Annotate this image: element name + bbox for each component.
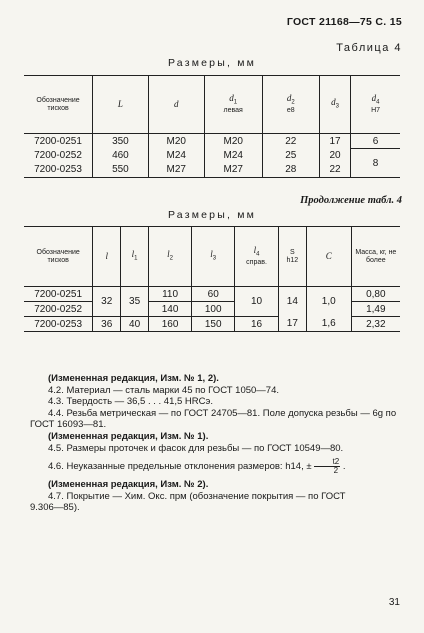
th-d2: d2 e8 xyxy=(262,76,319,134)
table-row: 7200-0252 460 M24 M24 25 20 8 xyxy=(24,149,400,163)
fraction: $\frac{t2}{2}$ xyxy=(314,458,341,475)
note-4-3: 4.3. Твердость — 36,5 . . . 41,5 HRCэ. xyxy=(48,396,213,408)
table4cont-dims-title: Размеры, мм xyxy=(167,209,257,221)
th-l1: l1 xyxy=(121,227,149,287)
table-row: 7200-0252 140 100 1,49 xyxy=(24,302,400,317)
note-4-7: 4.7. Покрытие — Хим. Окс. прм (обозначение покрытия — по ГОСТ xyxy=(48,490,346,502)
th-l4: l4 справ. xyxy=(235,227,279,287)
table4-dims-title: Размеры, мм xyxy=(167,57,257,69)
page-number: 31 xyxy=(388,597,400,608)
notes-section xyxy=(30,373,400,514)
th-d3: d3 xyxy=(319,76,350,134)
th-l3: l3 xyxy=(192,227,235,287)
th-l: l xyxy=(93,227,121,287)
note-4-6: 4.6. Неуказанные предельные отклонения размеров: h14, ± $\frac{t2}{2}$ . xyxy=(48,457,346,476)
table-row: 7200-0251 350 M20 M20 22 17 6 xyxy=(24,134,400,149)
note-4-5: 4.5. Размеры проточек и фасок для резьбы — по ГОСТ 10549—80. xyxy=(48,442,344,454)
table-row: 7200-0253 36 40 160 150 16 17 1,6 2,32 xyxy=(24,317,400,332)
th-d1: d1 левая xyxy=(204,76,262,134)
table-row: 7200-0253 550 M27 M27 28 22 xyxy=(24,163,400,178)
th-mass: Масса, кг, не более xyxy=(351,227,400,287)
note-4-4-cont: ГОСТ 16093—81. xyxy=(30,419,107,431)
th-designation: Обозначение тисков xyxy=(24,227,93,287)
continuation-title: Продолжение табл. 4 xyxy=(300,195,402,206)
th-C: C xyxy=(306,227,351,287)
table-number: Таблица 4 xyxy=(336,42,402,54)
table-row: 7200-0251 32 35 110 60 10 14 1,0 0,80 xyxy=(24,287,400,302)
note-4-2: 4.2. Материал — сталь марки 45 по ГОСТ 1050—74. xyxy=(48,384,280,396)
table-4-continuation xyxy=(24,226,400,332)
note-4-4: 4.4. Резьба метрическая — по ГОСТ 24705—81. Поле допуска резьбы — 6g по xyxy=(48,407,397,419)
page-header: ГОСТ 21168—75 С. 15 xyxy=(286,16,402,28)
note-amended-1-2: (Измененная редакция, Изм. № 1, 2). xyxy=(48,373,219,384)
th-L: L xyxy=(93,76,149,134)
table-4 xyxy=(24,75,400,178)
note-4-7-cont: 9.306—85). xyxy=(30,502,80,514)
th-l2: l2 xyxy=(149,227,192,287)
th-d: d xyxy=(148,76,204,134)
th-designation: Обозначение тисков xyxy=(24,76,93,134)
th-d4: d4 H7 xyxy=(351,76,400,134)
th-S: S h12 xyxy=(278,227,306,287)
note-amended-2: (Измененная редакция, Изм. № 2). xyxy=(48,479,209,491)
note-amended-1: (Измененная редакция, Изм. № 1). xyxy=(48,430,209,442)
